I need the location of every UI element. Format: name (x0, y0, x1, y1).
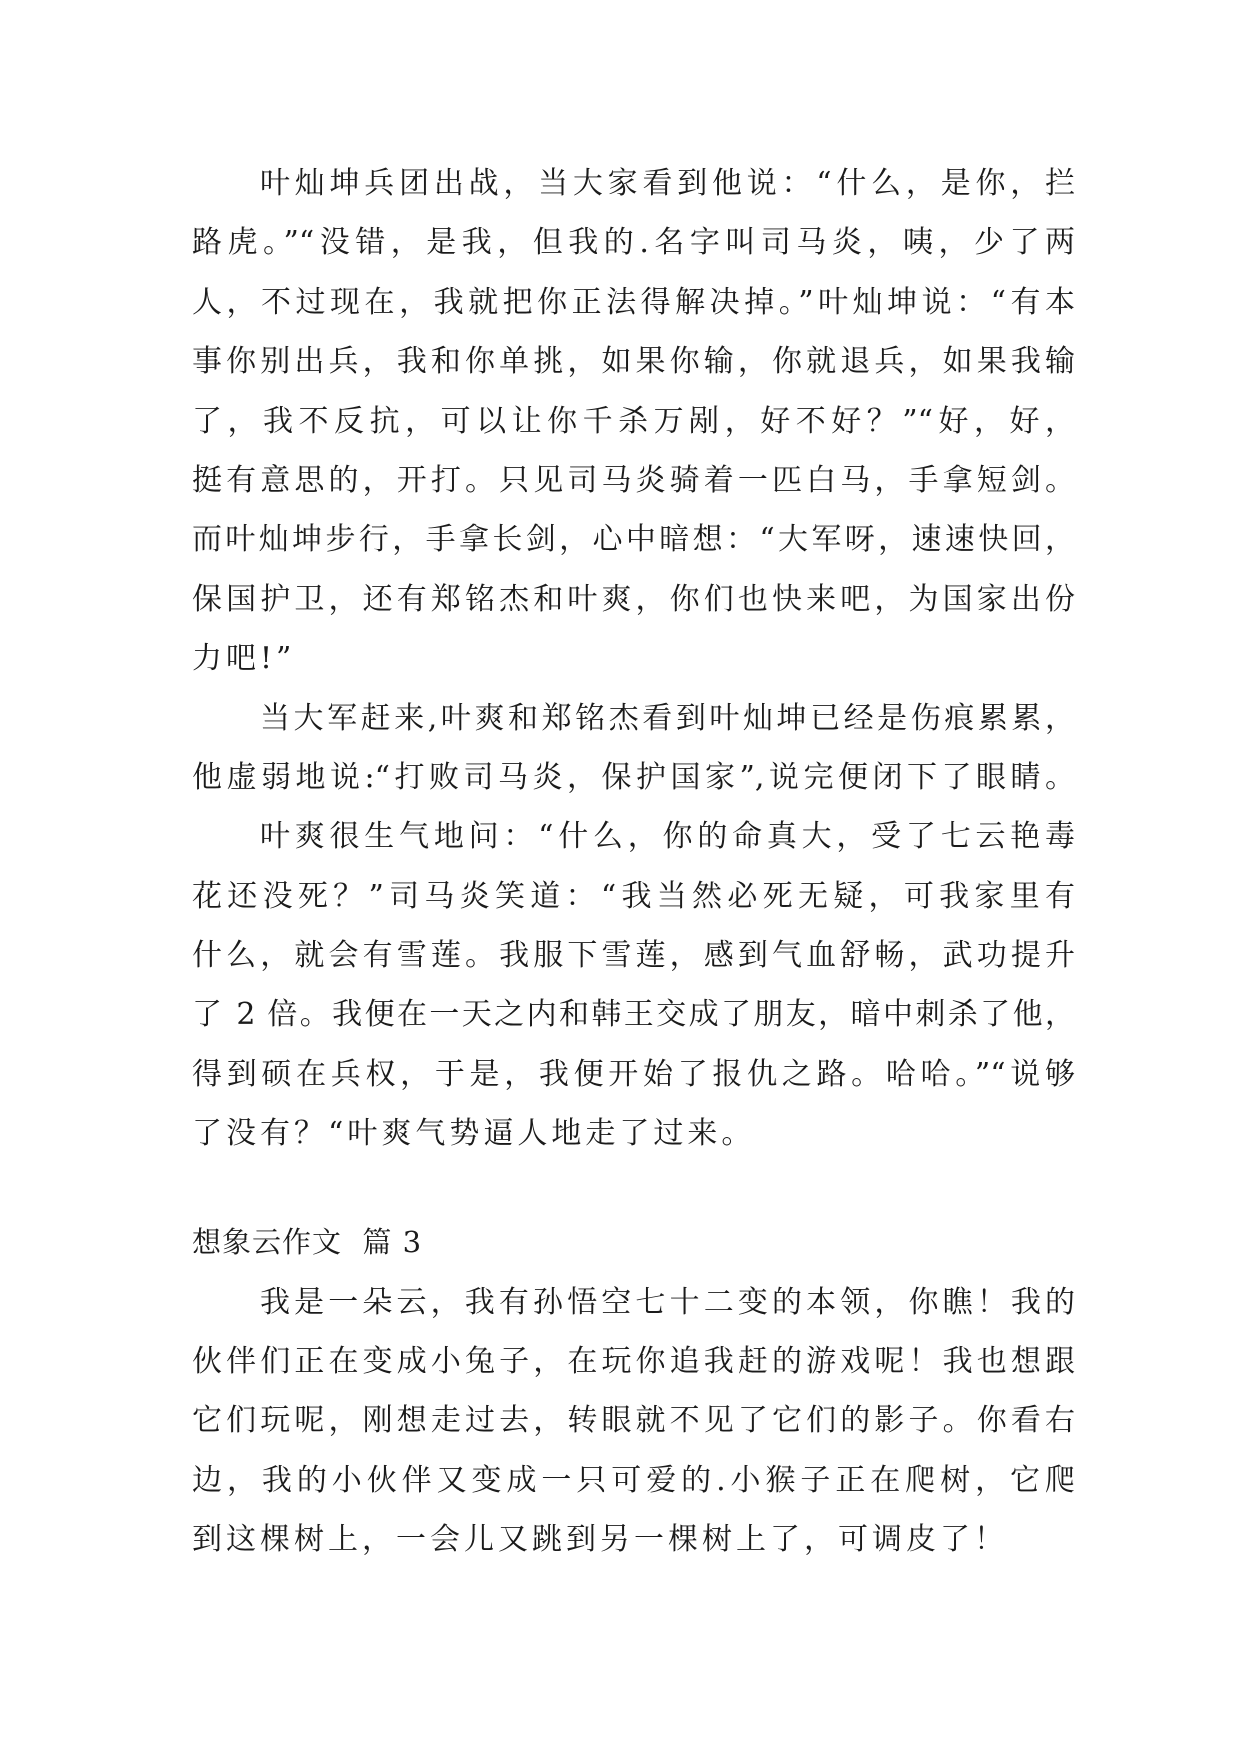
paragraph (192, 1273, 1075, 1570)
text-line: 路虎。”“没错，是我，但我的.名字叫司马炎，咦，少了两 (192, 225, 1075, 261)
text-line: 花还没死？”司马炎笑道：“我当然必死无疑，可我家里有 (192, 878, 1075, 914)
text-line: 了 2 倍。我便在一天之内和韩王交成了朋友，暗中刺杀了他， (192, 997, 1075, 1033)
paragraph (192, 689, 1075, 808)
text-line: 了，我不反抗，可以让你千杀万剐，好不好？”“好，好， (192, 403, 1075, 439)
text-line: 力吧!” (192, 641, 296, 677)
text-line: 事你别出兵，我和你单挑，如果你输，你就退兵，如果我输 (192, 344, 1075, 380)
text-line: 他虚弱地说:“打败司马炎，保护国家”,说完便闭下了眼睛。 (192, 759, 1075, 795)
text-line: 叶灿坤兵团出战，当大家看到他说：“什么，是你，拦 (260, 166, 1075, 201)
text-line: 边，我的小伙伴又变成一只可爱的.小猴子正在爬树，它爬 (192, 1462, 1075, 1498)
paragraph (192, 154, 1075, 689)
text-line: 当大军赶来,叶爽和郑铭杰看到叶灿坤已经是伤痕累累， (260, 700, 1075, 736)
section-heading: 想象云作文 篇 3 (192, 1225, 423, 1260)
text-line: 挺有意思的，开打。只见司马炎骑着一匹白马，手拿短剑。 (192, 462, 1075, 498)
text-line: 我是一朵云，我有孙悟空七十二变的本领，你瞧！我的 (260, 1284, 1075, 1320)
text-line: 到这棵树上，一会儿又跳到另一棵树上了，可调皮了！ (192, 1522, 1008, 1558)
text-line: 得到硕在兵权，于是，我便开始了报仇之路。哈哈。”“说够 (192, 1056, 1075, 1092)
text-line: 什么，就会有雪莲。我服下雪莲，感到气血舒畅，武功提升 (192, 938, 1075, 974)
text-line: 保国护卫，还有郑铭杰和叶爽，你们也快来吧，为国家出份 (192, 581, 1075, 617)
text-column (192, 154, 1075, 1569)
text-line: 伙伴们正在变成小兔子，在玩你追我赶的游戏呢！我也想跟 (192, 1343, 1075, 1379)
text-line: 而叶灿坤步行，手拿长剑，心中暗想：“大军呀，速速快回， (192, 522, 1075, 558)
text-line: 了没有？“叶爽气势逼人地走了过来。 (192, 1116, 756, 1152)
text-line: 人，不过现在，我就把你正法得解决掉。”叶灿坤说：“有本 (192, 284, 1075, 320)
paragraph (192, 807, 1075, 1163)
text-line: 它们玩呢，刚想走过去，转眼就不见了它们的影子。你看右 (192, 1403, 1075, 1439)
text-line: 叶爽很生气地问：“什么，你的命真大，受了七云艳毒 (260, 819, 1075, 855)
